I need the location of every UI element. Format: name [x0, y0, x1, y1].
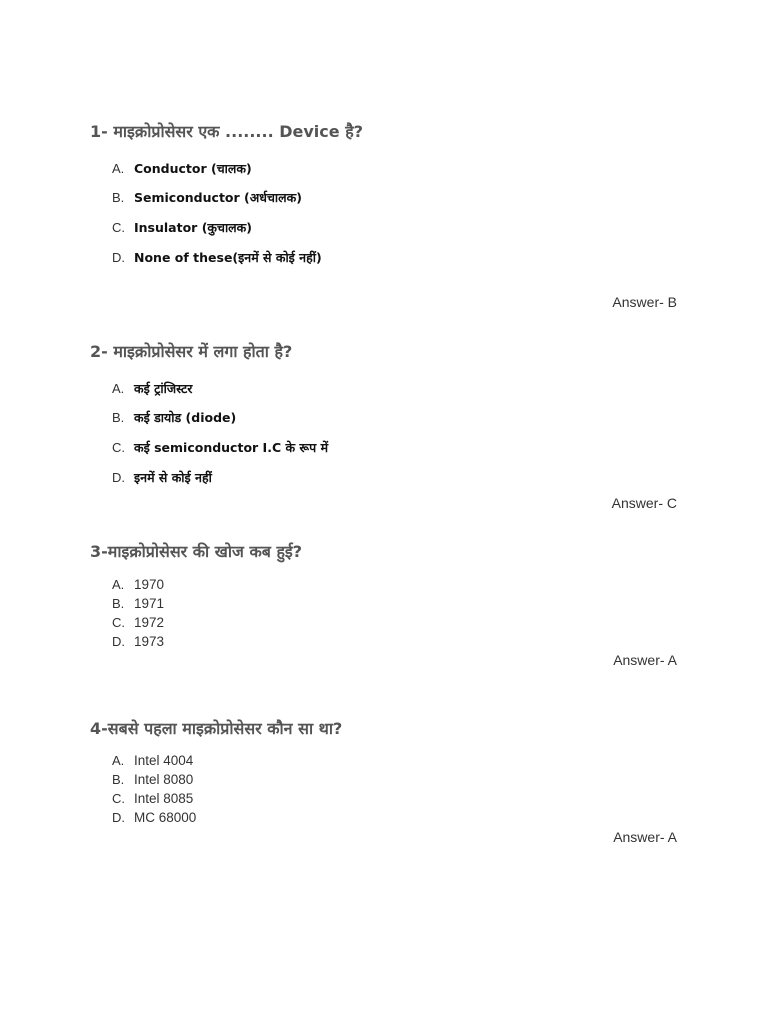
option-text: MC 68000 [134, 810, 197, 825]
option-a [112, 160, 252, 177]
option-c [112, 219, 252, 236]
option-text: Insulator (कुचालक) [134, 220, 252, 235]
option-b [112, 189, 302, 206]
option-text: 1971 [134, 596, 165, 611]
option-a [112, 577, 164, 593]
option-text: कई semiconductor I.C के रूप में [134, 440, 329, 455]
question-4-title: 4-सबसे पहला माइक्रोप्रोसेसर कौन सा था? [90, 719, 343, 738]
question-3 [90, 540, 690, 649]
option-c [112, 791, 193, 807]
answer-4: Answer- A [613, 829, 677, 845]
option-letter: A. [112, 161, 125, 176]
option-b [112, 409, 236, 426]
option-letter: C. [112, 615, 125, 630]
option-letter: A. [112, 577, 125, 592]
option-letter: D. [112, 634, 125, 649]
question-2 [90, 340, 690, 485]
option-c [112, 439, 328, 456]
question-4 [90, 717, 690, 825]
option-letter: D. [112, 470, 125, 485]
option-letter: D. [112, 250, 125, 265]
option-text: 1970 [134, 577, 165, 592]
option-text: None of these(इनमें से कोई नहीं) [134, 250, 322, 265]
option-text: Intel 4004 [134, 753, 194, 768]
question-1 [90, 120, 690, 265]
answer-3: Answer- A [613, 652, 677, 668]
option-b [112, 596, 164, 612]
option-text: Semiconductor (अर्धचालक) [134, 190, 302, 205]
option-text: 1973 [134, 634, 165, 649]
option-letter: C. [112, 440, 125, 455]
option-text: इनमें से कोई नहीं [134, 470, 212, 485]
option-letter: C. [112, 791, 125, 806]
answer-2: Answer- C [611, 495, 677, 511]
question-3-title: 3-माइक्रोप्रोसेसर की खोज कब हुई? [90, 542, 303, 561]
option-letter: A. [112, 753, 125, 768]
option-text: Intel 8085 [134, 791, 194, 806]
option-letter: B. [112, 190, 125, 205]
option-c [112, 615, 164, 631]
question-2-title: 2- माइक्रोप्रोसेसर में लगा होता है? [90, 342, 293, 361]
option-letter: C. [112, 220, 125, 235]
option-a [112, 380, 192, 397]
option-letter: A. [112, 381, 125, 396]
option-a [112, 753, 193, 769]
question-1-title: 1- माइक्रोप्रोसेसर एक ........ Device है? [90, 122, 363, 141]
option-d [112, 634, 164, 650]
option-b [112, 772, 193, 788]
answer-1: Answer- B [612, 294, 677, 310]
option-text: Conductor (चालक) [134, 161, 252, 176]
option-d [112, 810, 196, 826]
option-text: कई ट्रांजिस्टर [134, 381, 193, 396]
option-text: कई डायोड (diode) [134, 410, 237, 425]
option-d [112, 469, 212, 486]
option-text: 1972 [134, 615, 165, 630]
option-letter: D. [112, 810, 125, 825]
option-text: Intel 8080 [134, 772, 194, 787]
option-letter: B. [112, 772, 125, 787]
option-d [112, 249, 322, 266]
option-letter: B. [112, 596, 125, 611]
option-letter: B. [112, 410, 125, 425]
